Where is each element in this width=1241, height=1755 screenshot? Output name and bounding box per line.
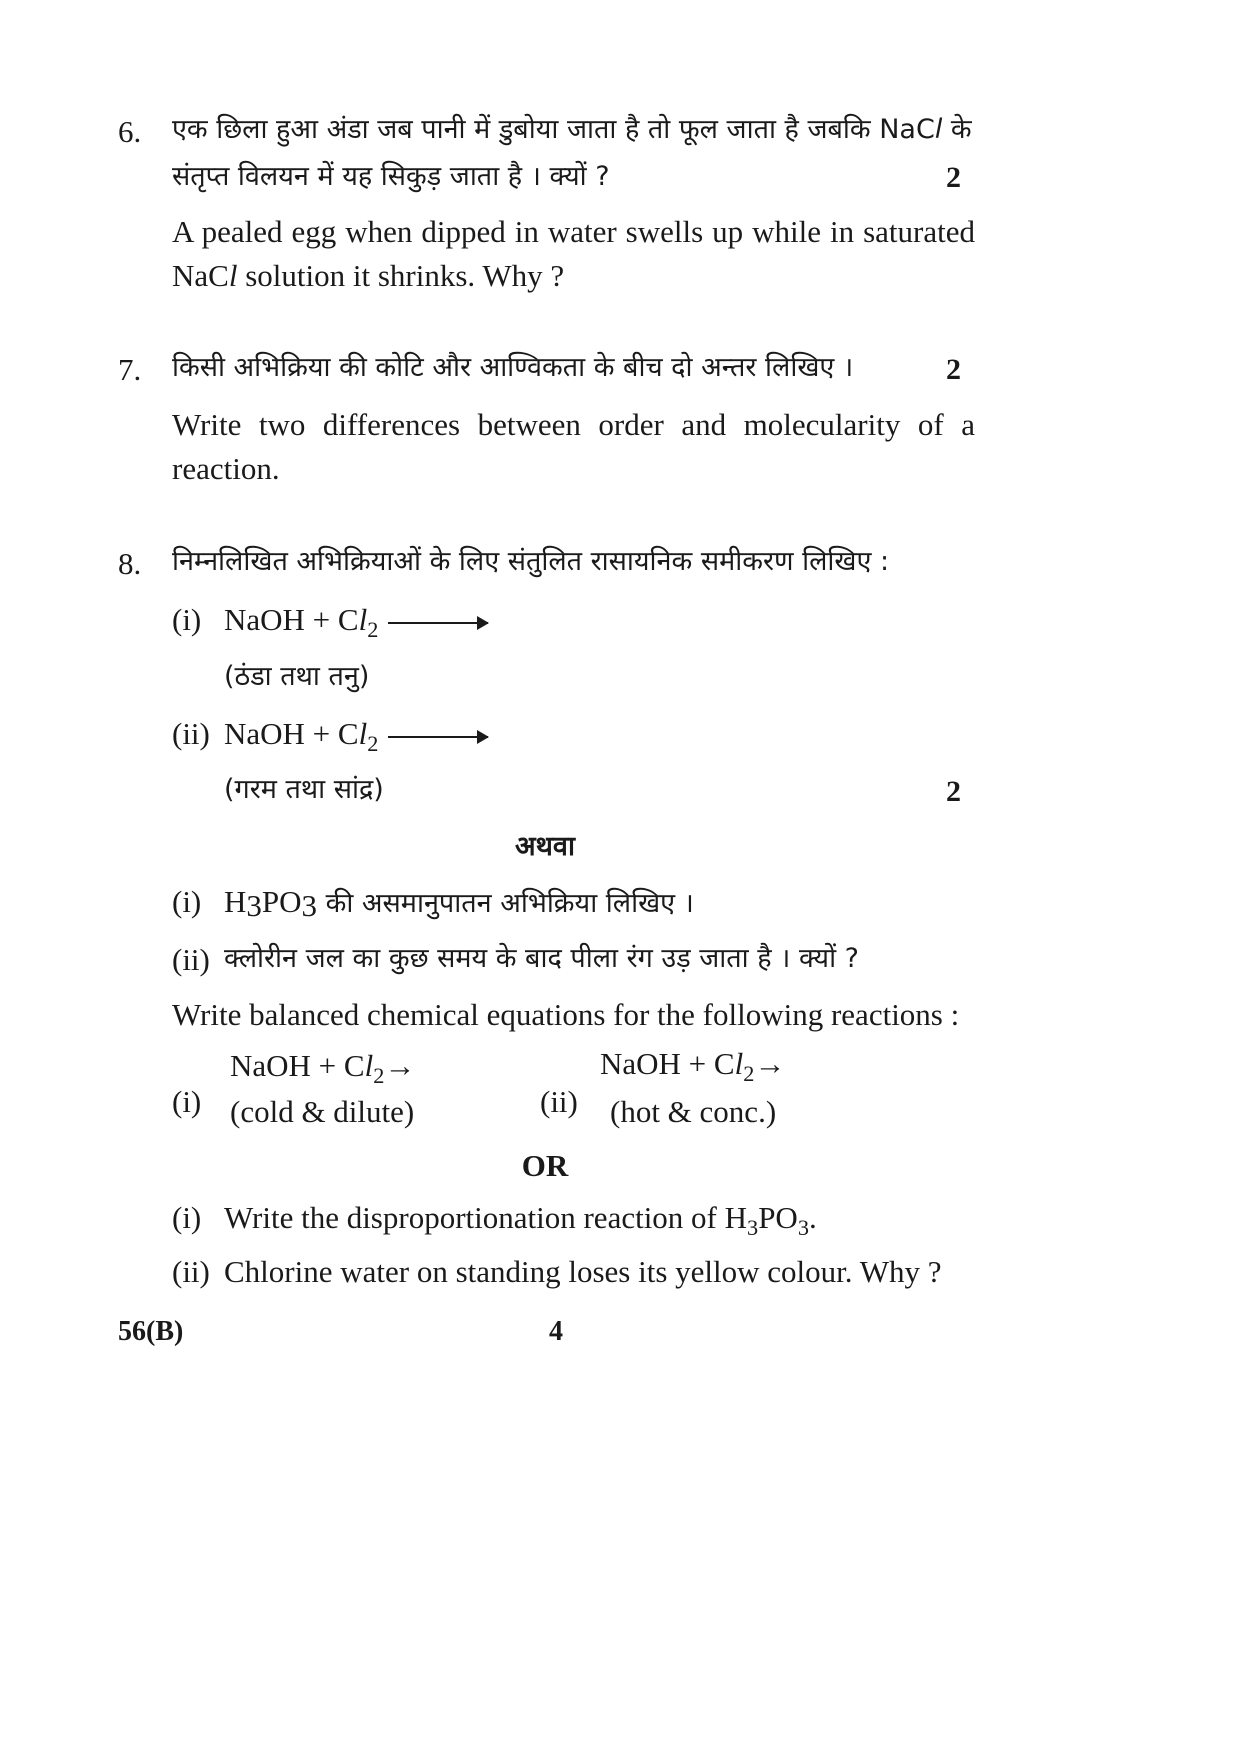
q8-en-i-label: (i) — [172, 1084, 202, 1119]
q8-alt-en-i-label: (i) — [172, 1200, 202, 1235]
q8-alt-hindi-i-sub-a: 3 — [246, 888, 262, 924]
q8-eq-ii-sub: 2 — [367, 731, 379, 757]
q8-equation-i — [224, 598, 488, 642]
q8-en-eq-i-sub: 2 — [373, 1063, 385, 1089]
q6-english-b: solution it shrinks. Why ? — [237, 258, 565, 293]
q8-en-equation-ii — [600, 1042, 785, 1086]
q8-number: 8. — [118, 546, 142, 581]
arrow-icon: → — [384, 1048, 416, 1083]
q8-eq-i-reactant: NaOH + C — [224, 602, 359, 637]
q8-alt-hindi-i — [224, 880, 694, 928]
q8-alt-en-ii-label: (ii) — [172, 1254, 210, 1289]
q8-alt-hindi-ii: क्लोरीन जल का कुछ समय के बाद पीला रंग उड़ जाता है । क्यों ? — [224, 943, 859, 974]
q8-alt-en-ii: Chlorine water on standing loses its yellow colour. Why ? — [224, 1254, 942, 1289]
q8-en-ii-label: (ii) — [540, 1084, 578, 1119]
q8-marks: 2 — [946, 775, 961, 808]
q8-en-equation-i — [230, 1044, 415, 1088]
q8-alt-hindi-ii-label: (ii) — [172, 942, 210, 977]
q8-alt-en-i-text: Write the disproportionation reaction of H — [224, 1200, 748, 1235]
q8-en-eq-ii-sub: 2 — [743, 1061, 755, 1087]
q8-eq-i-italic: l — [358, 602, 368, 637]
long-arrow-icon — [388, 736, 488, 738]
q8-or-english: OR — [521, 1148, 569, 1183]
q6-hindi-line1-text: एक छिला हुआ अंडा जब पानी में डुबोया जाता है तो फूल जाता है जबकि NaC — [172, 114, 935, 145]
q6-english — [172, 210, 975, 298]
q6-hindi-line1-italic: l — [934, 114, 943, 145]
q6-number: 6. — [118, 114, 142, 149]
q6-english-italic: l — [228, 258, 238, 293]
q8-hindi-intro: निम्नलिखित अभिक्रियाओं के लिए संतुलित रासायनिक समीकरण लिखिए : — [172, 546, 890, 577]
q8-alt-hindi-i-text: की असमानुपातन अभिक्रिया लिखिए । — [317, 888, 694, 919]
q6-hindi-line1-end: के — [942, 114, 972, 145]
q6-hindi-line2: संतृप्त विलयन में यह सिकुड़ जाता है । क्यों ? — [172, 161, 610, 192]
q8-eq-i-sub: 2 — [367, 617, 379, 643]
q6-english-a: A pealed egg when dipped in water swells up while in saturated NaC — [172, 214, 975, 293]
q8-cond-hindi-i: (ठंडा तथा तनु) — [224, 661, 370, 692]
q8-part-i-label: (i) — [172, 602, 202, 637]
q8-eq-ii-reactant: NaOH + C — [224, 716, 359, 751]
q8-alt-en-i — [224, 1196, 817, 1240]
q8-cond-hindi-ii: (गरम तथा सांद्र) — [224, 774, 384, 805]
arrow-icon: → — [754, 1046, 786, 1081]
q7-marks: 2 — [946, 353, 961, 386]
q7-hindi: किसी अभिक्रिया की कोटि और आण्विकता के बीच दो अन्तर लिखिए । — [172, 352, 854, 383]
q8-part-ii-label: (ii) — [172, 716, 210, 751]
q8-cond-en-ii: (hot & conc.) — [610, 1094, 777, 1129]
q8-english-intro: Write balanced chemical equations for the following reactions : — [172, 997, 960, 1032]
q8-alt-en-i-formula-b: PO — [758, 1200, 798, 1235]
q8-eq-ii-italic: l — [358, 716, 368, 751]
long-arrow-icon — [388, 622, 488, 624]
q8-alt-hindi-i-label: (i) — [172, 884, 202, 919]
q8-en-eq-ii-italic: l — [734, 1046, 744, 1081]
page-number: 4 — [549, 1316, 563, 1347]
q8-cond-en-i: (cold & dilute) — [230, 1094, 415, 1129]
q8-alt-en-i-sub-a: 3 — [747, 1215, 759, 1241]
q8-alt-hindi-i-formula-a: H — [224, 884, 247, 919]
q8-alt-hindi-i-sub-b: 3 — [301, 888, 318, 924]
q7-english: Write two differences between order and molecularity of a reaction. — [172, 407, 975, 486]
q8-alt-hindi-i-formula-b: PO — [261, 884, 302, 919]
q6-hindi-line1 — [172, 108, 972, 152]
q6-marks: 2 — [946, 161, 961, 194]
q7-number: 7. — [118, 352, 142, 387]
q8-alt-en-i-end: . — [808, 1200, 817, 1235]
q8-alt-en-i-sub-b: 3 — [797, 1215, 809, 1241]
q8-or-hindi: अथवा — [515, 831, 575, 862]
q8-en-eq-i-italic: l — [364, 1048, 374, 1083]
q8-en-eq-i-reactant: NaOH + C — [230, 1048, 365, 1083]
paper-code: 56(B) — [118, 1316, 184, 1347]
q8-equation-ii — [224, 712, 488, 756]
q8-en-eq-ii-reactant: NaOH + C — [600, 1046, 735, 1081]
